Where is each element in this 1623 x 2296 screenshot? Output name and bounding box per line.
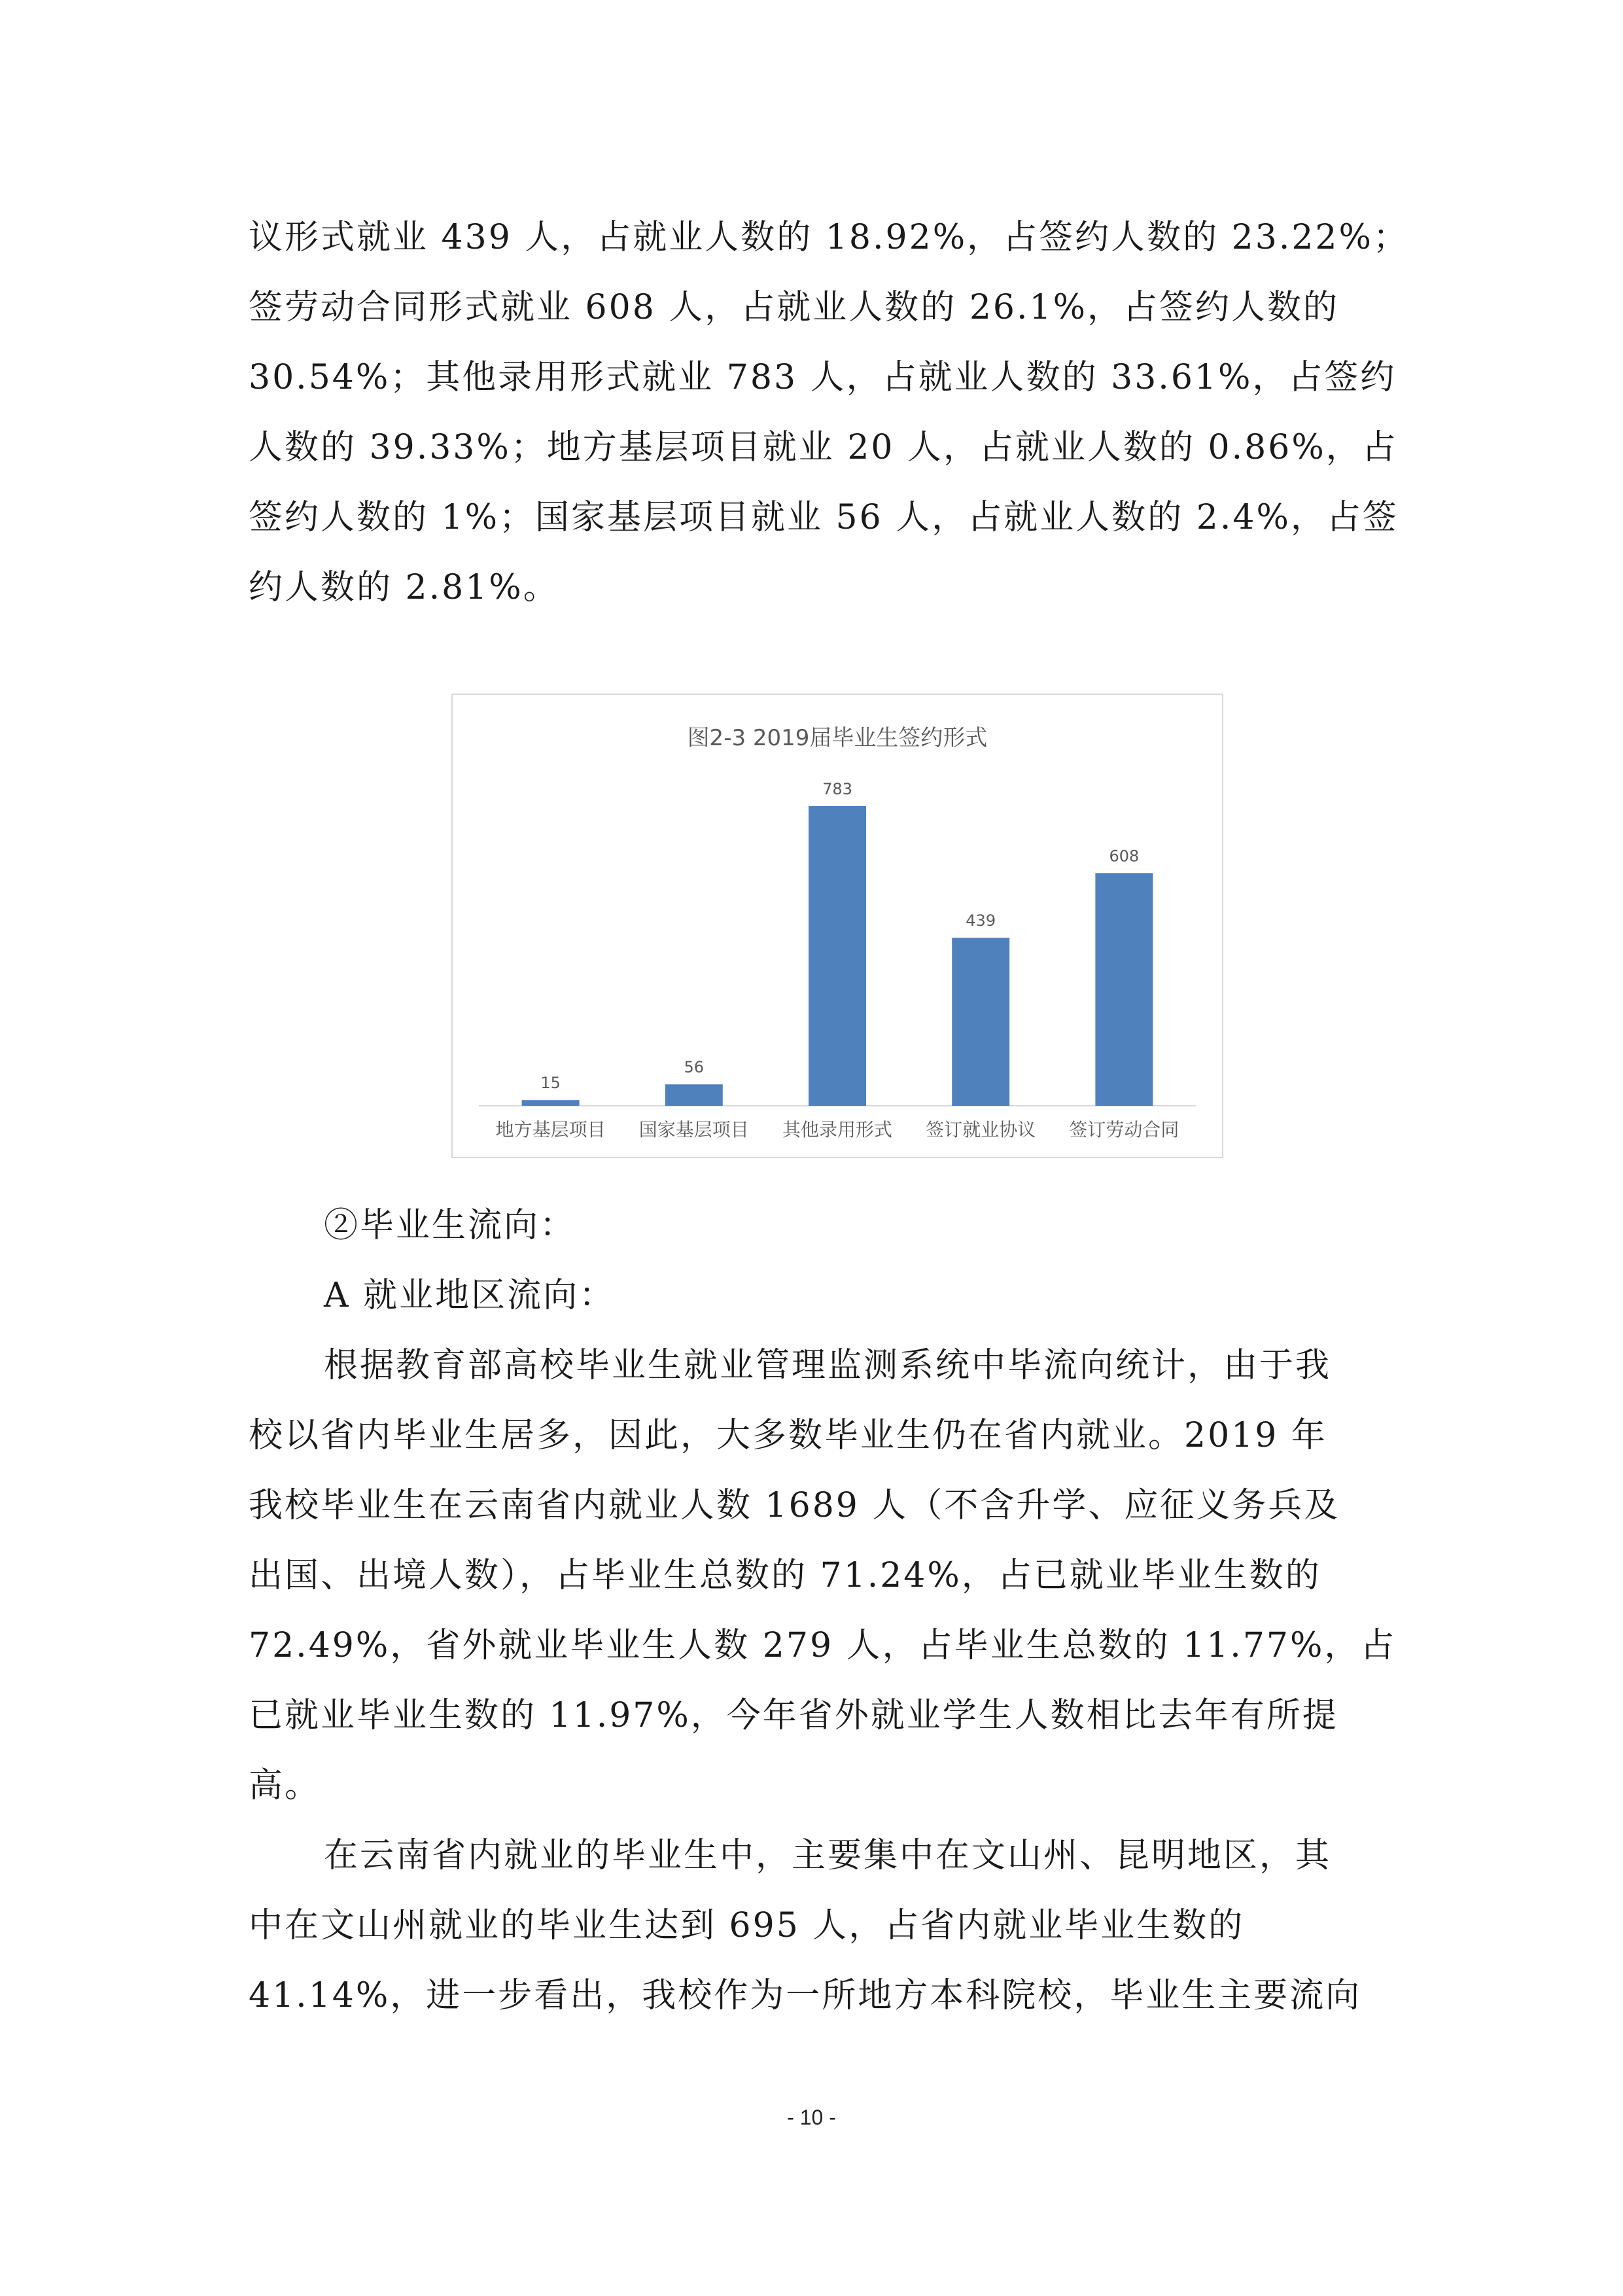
paragraph-1 (249, 203, 1409, 623)
section-heading: ②毕业生流向： (324, 1206, 576, 1245)
page-number: - 10 - (787, 2106, 836, 2129)
paragraph-line: 41.14%，进一步看出，我校作为一所地方本科院校，毕业生主要流向 (249, 1976, 1362, 2015)
chart-plot-area (453, 695, 1222, 1157)
paragraph-line: 在云南省内就业的毕业生中，主要集中在文山州、昆明地区，其 (324, 1836, 1332, 1875)
paragraph-line: 签约人数的 1%；国家基层项目就业 56 人，占就业人数的 2.4%，占签 (249, 498, 1399, 537)
chart-data-label: 608 (1109, 847, 1140, 866)
paragraph-line: 签劳动合同形式就业 608 人，占就业人数的 26.1%，占签约人数的 (249, 288, 1340, 327)
chart-data-label: 439 (966, 911, 996, 930)
chart-bar (522, 1100, 580, 1106)
chart-data-label: 56 (684, 1058, 705, 1077)
chart-category-label: 国家基层项目 (638, 1119, 749, 1140)
paragraph-line: 根据教育部高校毕业生就业管理监测系统中毕流向统计，由于我 (324, 1346, 1332, 1385)
paragraph-line: 已就业毕业生数的 11.97%，今年省外就业学生人数相比去年有所提 (249, 1696, 1338, 1735)
chart-data-label: 15 (540, 1074, 561, 1093)
chart-title: 图2-3 2019届毕业生签约形式 (687, 725, 988, 751)
paragraph-line: 校以省内毕业生居多，因此，大多数毕业生仍在省内就业。2019 年 (249, 1416, 1327, 1455)
bar-chart (451, 694, 1223, 1158)
chart-bar (1095, 873, 1153, 1106)
chart-category-label: 签订就业协议 (926, 1119, 1036, 1140)
section-graduate-flow (249, 1191, 1397, 2031)
paragraph-line: 人数的 39.33%；地方基层项目就业 20 人，占就业人数的 0.86%，占 (249, 428, 1398, 467)
paragraph-line: 我校毕业生在云南省内就业人数 1689 人（不含升学、应征义务兵及 (249, 1486, 1340, 1525)
chart-category-label: 其他录用形式 (782, 1119, 893, 1140)
paragraph-line: 议形式就业 439 人，占就业人数的 18.92%，占签约人数的 23.22%； (249, 218, 1409, 257)
chart-category-label: 地方基层项目 (495, 1119, 606, 1140)
paragraph-1-text (249, 203, 1409, 623)
subsection-heading: A 就业地区流向： (324, 1276, 616, 1315)
chart-category-label: 签订劳动合同 (1069, 1119, 1179, 1140)
chart-bar (952, 938, 1009, 1106)
chart-data-label: 783 (822, 779, 852, 798)
chart-bar (665, 1084, 723, 1106)
chart-bar (809, 806, 866, 1106)
paragraph-line: 出国、出境人数），占毕业生总数的 71.24%，占已就业毕业生数的 (249, 1556, 1321, 1595)
paragraph-line: 30.54%；其他录用形式就业 783 人，占就业人数的 33.61%，占签约 (249, 358, 1397, 397)
paragraph-line: 72.49%，省外就业毕业生人数 279 人，占毕业生总数的 11.77%，占 (249, 1626, 1397, 1665)
paragraph-line: 约人数的 2.81%。 (249, 568, 559, 607)
paragraph-line: 中在文山州就业的毕业生达到 695 人，占省内就业毕业生数的 (249, 1906, 1245, 1945)
paragraph-line: 高。 (249, 1766, 321, 1805)
